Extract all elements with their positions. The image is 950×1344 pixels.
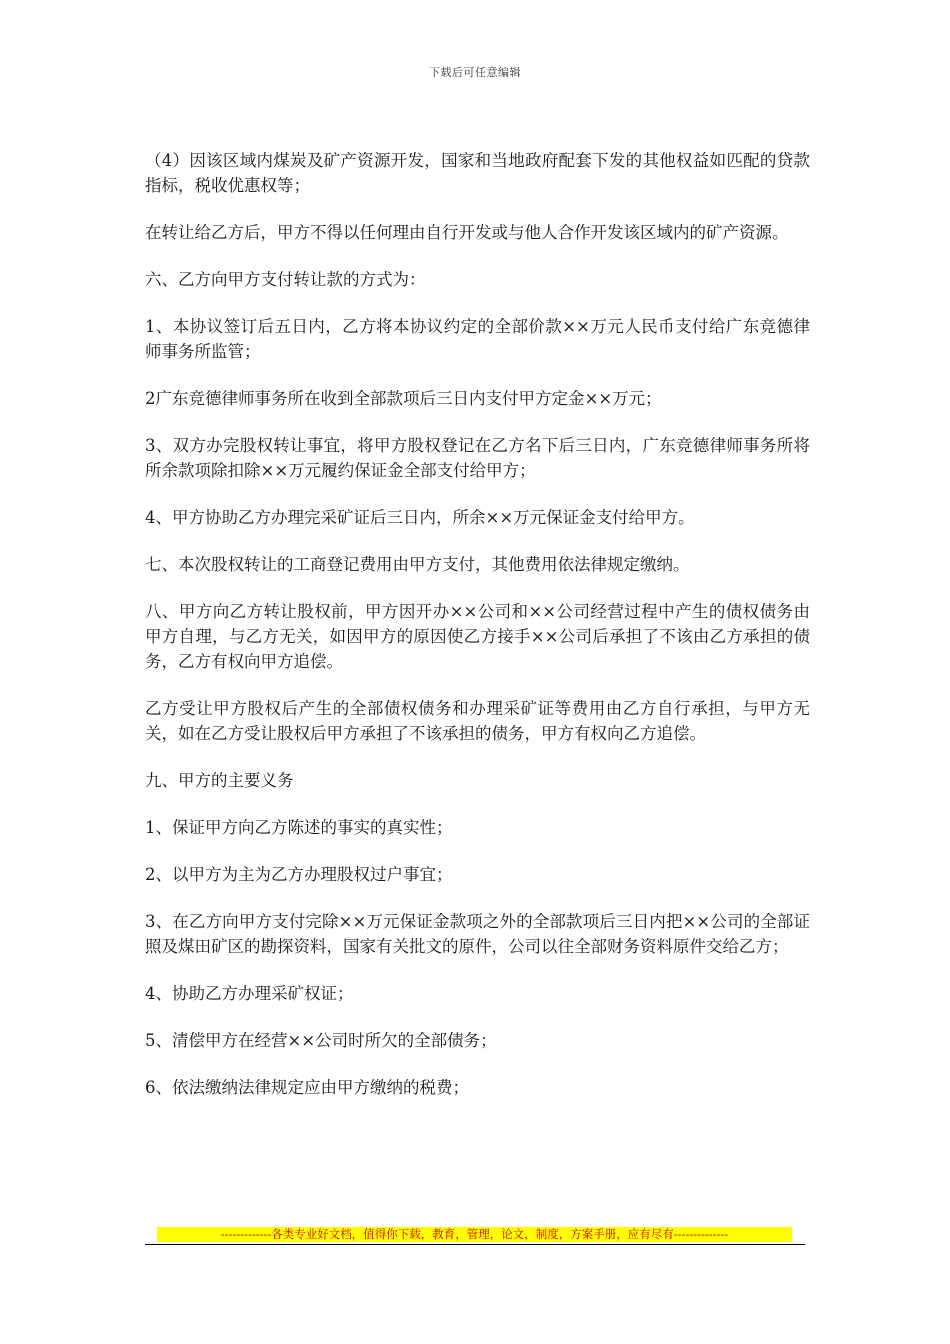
list-item: 5、清偿甲方在经营××公司时所欠的全部债务； bbox=[145, 1031, 497, 1050]
list-item: 1、本协议签订后五日内，乙方将本协议约定的全部价款××万元人民币支付给广东竞德律师事务所监管； bbox=[145, 317, 810, 361]
document-body bbox=[145, 148, 810, 1122]
list-item: 6、依法缴纳法律规定应由甲方缴纳的税费； bbox=[145, 1078, 469, 1097]
section-heading-7: 七、本次股权转让的工商登记费用由甲方支付，其他费用依法律规定缴纳。 bbox=[145, 555, 690, 574]
paragraph: 在转让给乙方后，甲方不得以任何理由自行开发或与他人合作开发该区域内的矿产资源。 bbox=[145, 223, 789, 242]
page-header: 下载后可任意编辑 bbox=[429, 66, 521, 79]
section-heading-9: 九、甲方的主要义务 bbox=[145, 771, 294, 790]
paragraph: 乙方受让甲方股权后产生的全部债权债务和办理采矿证等费用由乙方自行承担，与甲方无关，如在乙方受让股权后甲方承担了不该承担的债务，甲方有权向乙方追偿。 bbox=[145, 699, 810, 743]
footer-divider bbox=[145, 1244, 805, 1245]
list-item: 3、在乙方向甲方支付完除××万元保证金款项之外的全部款项后三日内把××公司的全部证照及煤田矿区的勘探资料，国家有关批文的原件，公司以往全部财务资料原件交给乙方； bbox=[145, 912, 810, 956]
list-item: 1、保证甲方向乙方陈述的事实的真实性； bbox=[145, 818, 453, 837]
list-item: 4、甲方协助乙方办理完采矿证后三日内，所余××万元保证金支付给甲方。 bbox=[145, 508, 695, 527]
list-item: 2广东竞德律师事务所在收到全部款项后三日内支付甲方定金××万元； bbox=[145, 389, 662, 408]
list-item: 2、以甲方为主为乙方办理股权过户事宜； bbox=[145, 865, 453, 884]
section-heading-8: 八、甲方向乙方转让股权前，甲方因开办××公司和××公司经营过程中产生的债权债务由甲方自理，与乙方无关，如因甲方的原因使乙方接手××公司后承担了不该由乙方承担的债务，乙方有权向甲方追偿。 bbox=[145, 602, 810, 671]
paragraph: （4）因该区域内煤炭及矿产资源开发，国家和当地政府配套下发的其他权益如匹配的贷款指标，税收优惠权等； bbox=[145, 151, 810, 195]
list-item: 3、双方办完股权转让事宜，将甲方股权登记在乙方名下后三日内，广东竞德律师事务所将所余款项除扣除××万元履约保证金全部支付给甲方； bbox=[145, 436, 810, 480]
list-item: 4、协助乙方办理采矿权证； bbox=[145, 984, 354, 1003]
section-heading-6: 六、乙方向甲方支付转让款的方式为： bbox=[145, 270, 426, 289]
footer-promo-banner: -------------各类专业好文档，值得你下载，教育，管理，论文，制度，方案手册，应有尽有-------------- bbox=[157, 1227, 792, 1242]
